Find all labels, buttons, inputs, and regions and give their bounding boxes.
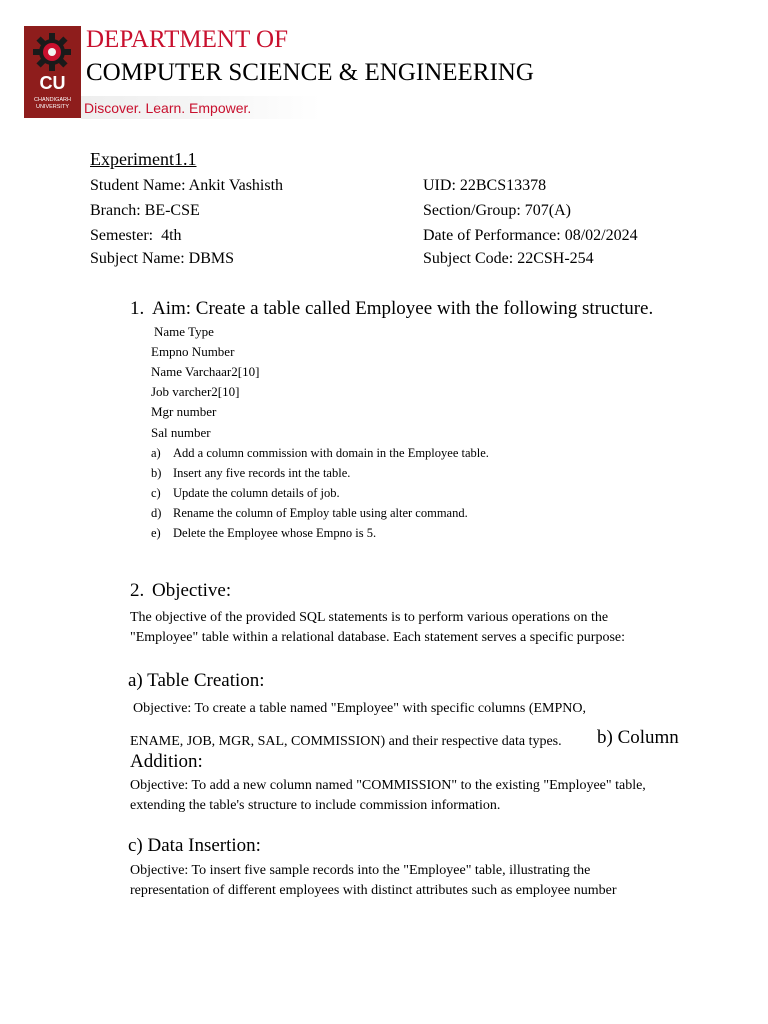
semester: Semester: 4th (90, 227, 182, 244)
structure-line: Name Type (154, 324, 214, 339)
subheading-column-addition: Addition: (130, 751, 203, 772)
objective-intro: "Employee" table within a relational database. Each statement serves a specific purpose: (130, 630, 626, 645)
task-marker: c) (151, 486, 161, 500)
column-addition-text: extending the table's structure to include commission information. (130, 798, 501, 813)
task-text: Add a column commission with domain in the Employee table. (173, 446, 489, 460)
subheading-table-creation: a) Table Creation: (128, 670, 265, 691)
subject-code: Subject Code: 22CSH-254 (423, 250, 594, 267)
aim-number: 1. (130, 298, 145, 319)
task-text: Rename the column of Employ table using alter command. (173, 506, 468, 520)
student-name: Student Name: Ankit Vashisth (90, 177, 284, 194)
column-addition-text: Objective: To add a new column named "COMMISSION" to the existing "Employee" table, (130, 778, 646, 793)
task-marker: b) (151, 466, 162, 480)
objective-intro: The objective of the provided SQL statements is to perform various operations on the (130, 610, 609, 625)
department-title: DEPARTMENT OF (86, 26, 289, 53)
structure-line: Mgr number (151, 404, 217, 419)
task-marker: e) (151, 526, 161, 540)
aim-heading: Aim: Create a table called Employee with the following structure. (152, 298, 654, 319)
data-insertion-text: Objective: To insert five sample records into the "Employee" table, illustrating the (130, 863, 591, 878)
experiment-title: Experiment1.1 (90, 149, 197, 169)
section-group: Section/Group: 707(A) (423, 202, 571, 219)
objective-heading: Objective: (152, 580, 232, 601)
structure-line: Job varcher2[10] (151, 384, 240, 399)
task-marker: a) (151, 446, 161, 460)
task-text: Insert any five records int the table. (173, 466, 351, 480)
task-text: Update the column details of job. (173, 486, 340, 500)
uid: UID: 22BCS13378 (423, 177, 547, 194)
subheading-data-insertion: c) Data Insertion: (128, 835, 261, 856)
data-insertion-text: representation of different employees with distinct attributes such as employee number (130, 883, 617, 898)
university-logo (24, 26, 81, 118)
objective-number: 2. (130, 580, 145, 601)
table-creation-text: ENAME, JOB, MGR, SAL, COMMISSION) and their respective data types. (130, 734, 562, 749)
gear-emblem-icon (32, 32, 72, 72)
logo-text: CU (39, 73, 66, 93)
structure-line: Name Varchaar2[10] (151, 364, 260, 379)
date-of-performance: Date of Performance: 08/02/2024 (423, 227, 638, 244)
structure-line: Empno Number (151, 344, 235, 359)
tagline: Discover. Learn. Empower. (84, 100, 252, 116)
structure-line: Sal number (151, 425, 211, 440)
subject-name: Subject Name: DBMS (90, 250, 234, 267)
task-text: Delete the Employee whose Empno is 5. (173, 526, 377, 540)
branch: Branch: BE-CSE (90, 202, 200, 219)
subheading-column-addition: b) Column (597, 727, 679, 748)
table-creation-text: Objective: To create a table named "Employee" with specific columns (EMPNO, (133, 701, 586, 716)
department-name: COMPUTER SCIENCE & ENGINEERING (86, 59, 534, 86)
logo-subtext: CHANDIGARH UNIVERSITY (34, 97, 71, 110)
task-marker: d) (151, 506, 162, 520)
